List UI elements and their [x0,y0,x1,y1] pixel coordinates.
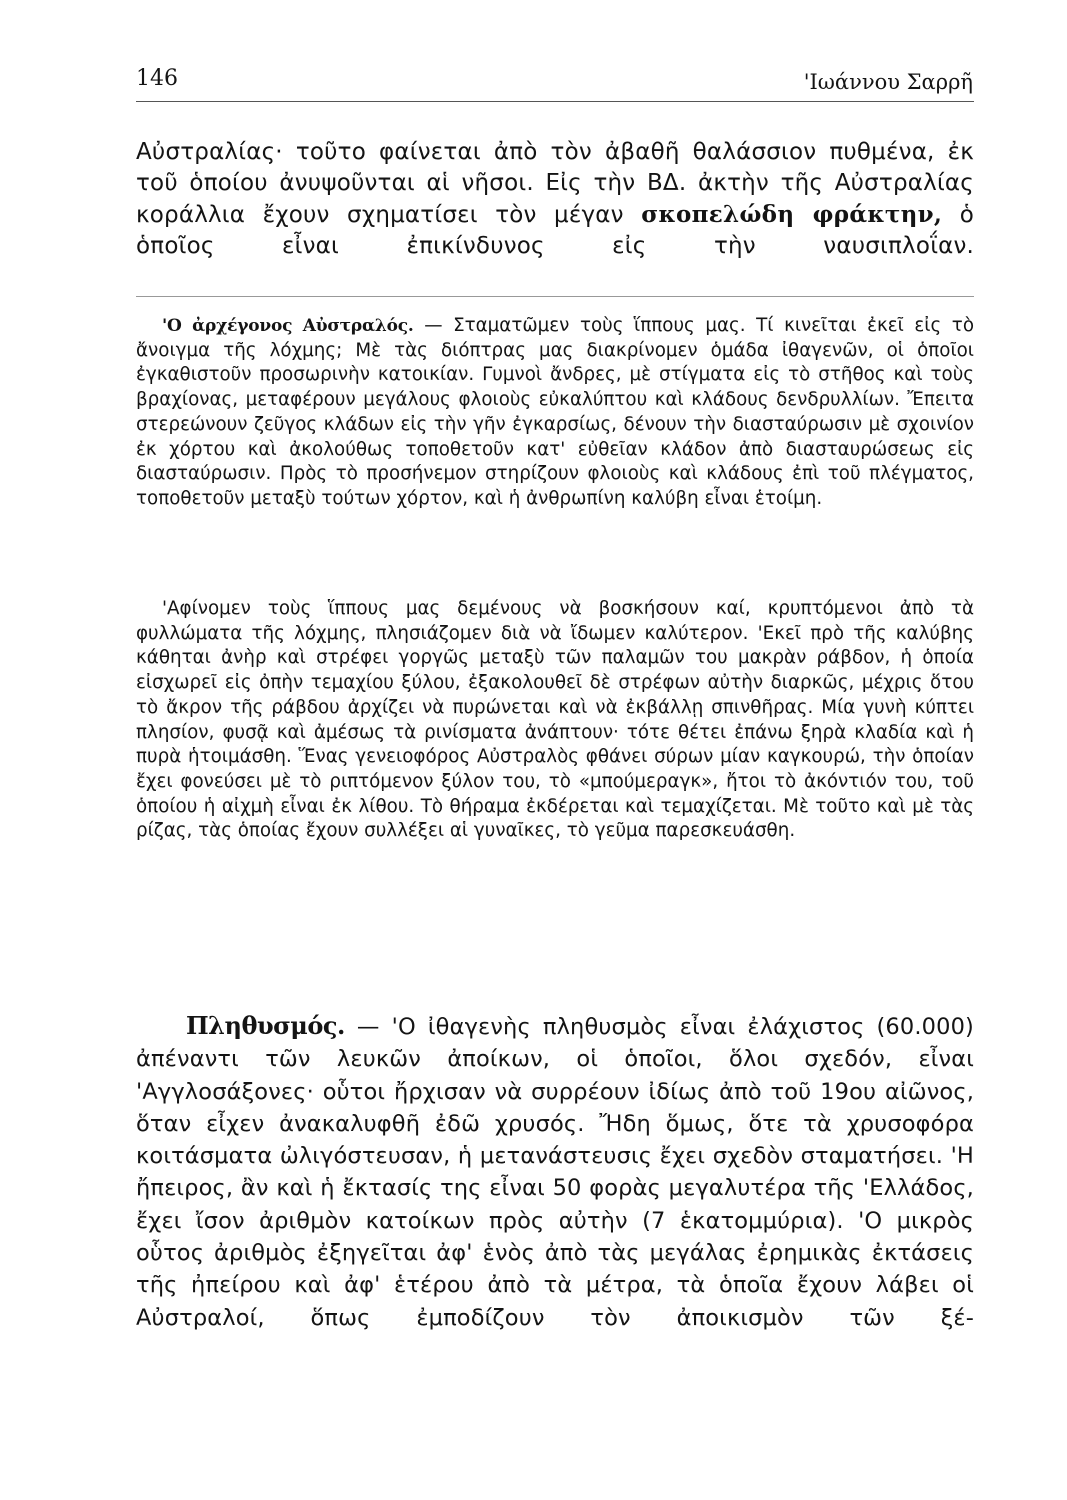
paragraph-australia-reef [136,137,974,262]
paragraph-3-text: 'Αφίνομεν τοὺς ἵππους μας δεμένους νὰ βοσκήσουν καί, κρυπτόμενοι ἀπὸ τὰ φυλλώματα τῆς λόχμης, πλησιάζομεν διὰ νὰ ἴδωμεν καλύτερον. 'Εκεῖ πρὸ τῆς καλύβης κάθηται ἀνὴρ καὶ στρέφει γοργῶς μεταξὺ τῶν παλαμῶν του μακρὰν ράβδον, ἡ ὁποία εἰσχωρεῖ εἰς ὀπὴν τεμαχίου ξύλου, ἐξακολουθεῖ δὲ στρέφων αὐτὴν διαρκῶς, μέχρις ὅτου τὸ ἄκρον τῆς ράβδου ἀρχίζει νὰ πυρώνεται καὶ νὰ ἐκβάλλῃ σπινθῆρας. Μία γυνὴ κύπτει πλησίον, φυσᾷ καὶ ἀμέσως τὰ ρινίσματα ἀνάπτουν· τότε θέτει ἐπάνω ξηρὰ κλαδία καὶ ἡ πυρὰ ἡτοιμάσθη. Ἕνας γενειοφόρος Αὐστραλὸς φθάνει σύρων μίαν καγκουρώ, τὴν ὁποίαν ἔχει φονεύσει μὲ τὸ ριπτόμενον ξύλον του, τὸ «μπούμεραγκ», ἤτοι τὸ ἀκόντιόν του, τοῦ ὁποίου ἡ αἰχμὴ εἶναι ἐκ λίθου. Τὸ θήραμα ἐκδέρεται καὶ τεμαχίζεται. Μὲ τοῦτο καὶ μὲ τὰς ρίζας, τὰς ὁποίας ἔχουν συλλέξει αἱ γυναῖκες, τὸ γεῦμα παρεσκευάσθη. [136,598,974,842]
running-head: 'Ιωάννου Σαρρῆ [803,70,973,94]
paragraph-1-text-start: Αὐστραλίας· τοῦτο φαίνεται ἀπὸ τὸν ἀβαθῆ θαλάσσιον πυθμένα, ἐκ τοῦ ὁποίου ἀνυψοῦνται αἱ νῆσοι. Εἰς τὴν ΒΔ. ἀκτὴν τῆς Αὐστραλίας κοράλλια ἔχουν σχηματίσει τὸν μέγαν [136,139,974,228]
reef-barrier-term: σκοπελώδη φράκτην, [641,201,943,228]
paragraph-1-text-end: ὁ ὁποῖος εἶναι ἐπικίνδυνος εἰς τὴν ναυσιπλοΐαν. [136,202,974,259]
paragraph-2-text: — Σταματῶμεν τοὺς ἵππους μας. Τί κινεῖται ἐκεῖ εἰς τὸ ἄνοιγμα τῆς λόχμης; Μὲ τὰς διόπτρας μας διακρίνομεν ὁμάδα ἰθαγενῶν, οἱ ὁποῖοι ἐγκαθιστοῦν προσωρινὴν κατοικίαν. Γυμνοὶ ἄνδρες, μὲ στίγματα εἰς τὸ στῆθος καὶ τοὺς βραχίονας, μεταφέρουν μεγάλους φλοιοὺς εὐκαλύπτου καὶ κλάδους δενδρυλλίων. Ἔπειτα στερεώνουν ζεῦγος κλάδων εἰς τὴν γῆν ἐγκαρσίως, δένουν τὴν διασταύρωσιν μὲ σχοινίον ἐκ χόρτου καὶ ἀκολούθως τοποθετοῦν κατ' εὐθεῖαν κλάδον ἀπὸ διασταυρώσεως εἰς διασταύρωσιν. Πρὸς τὸ προσήνεμον στηρίζουν φλοιοὺς καὶ κλάδους ἐπὶ τοῦ πλέγματος, τοποθετοῦν μεταξὺ τούτων χόρτον, καὶ ἡ ἀνθρωπίνη καλύβη εἶναι ἑτοίμη. [136,315,974,509]
page-number: 146 [136,66,178,91]
section-heading-aboriginal: 'Ο ἀρχέγονος Αὐστραλός. [162,316,414,336]
paragraph-4-text: — 'Ο ἰθαγενὴς πληθυσμὸς εἶναι ἐλάχιστος (60.000) ἀπέναντι τῶν λευκῶν ἀποίκων, οἱ ὁποῖοι, ὅλοι σχεδόν, εἶναι 'Αγγλοσάξονες· οὗτοι ἤρχισαν νὰ συρρέουν ἰδίως ἀπὸ τοῦ 19ου αἰῶνος, ὅταν εἶχεν ἀνακαλυφθῆ ἐδῶ χρυσός. Ἤδη ὅμως, ὅτε τὰ χρυσοφόρα κοιτάσματα ὠλιγόστευσαν, ἡ μετανάστευσις ἔχει σχεδὸν σταματήσει. 'Η ἤπειρος, ἂν καὶ ἡ ἔκτασίς της εἶναι 50 φορὰς μεγαλυτέρα τῆς 'Ελλάδος, ἔχει ἴσον ἀριθμὸν κατοίκων πρὸς αὐτὴν (7 ἑκατομμύρια). 'Ο μικρὸς οὗτος ἀριθμὸς ἐξηγεῖται ἀφ' ἑνὸς ἀπὸ τὰς μεγάλας ἐρημικὰς ἐκτάσεις τῆς ἠπείρου καὶ ἀφ' ἑτέρου ἀπὸ τὰ μέτρα, τὰ ὁποῖα ἔχουν λάβει οἱ Αὐστραλοί, ὅπως ἐμποδίζουν τὸν ἀποικισμὸν τῶν ξέ- [136,1014,974,1331]
section-heading-population: Πληθυσμός. [186,1011,345,1040]
paragraph-aboriginal [136,314,974,512]
section-rule [136,296,974,297]
paragraph-fire-making [136,597,974,844]
header-rule [136,101,974,102]
paragraph-population [136,1010,974,1334]
